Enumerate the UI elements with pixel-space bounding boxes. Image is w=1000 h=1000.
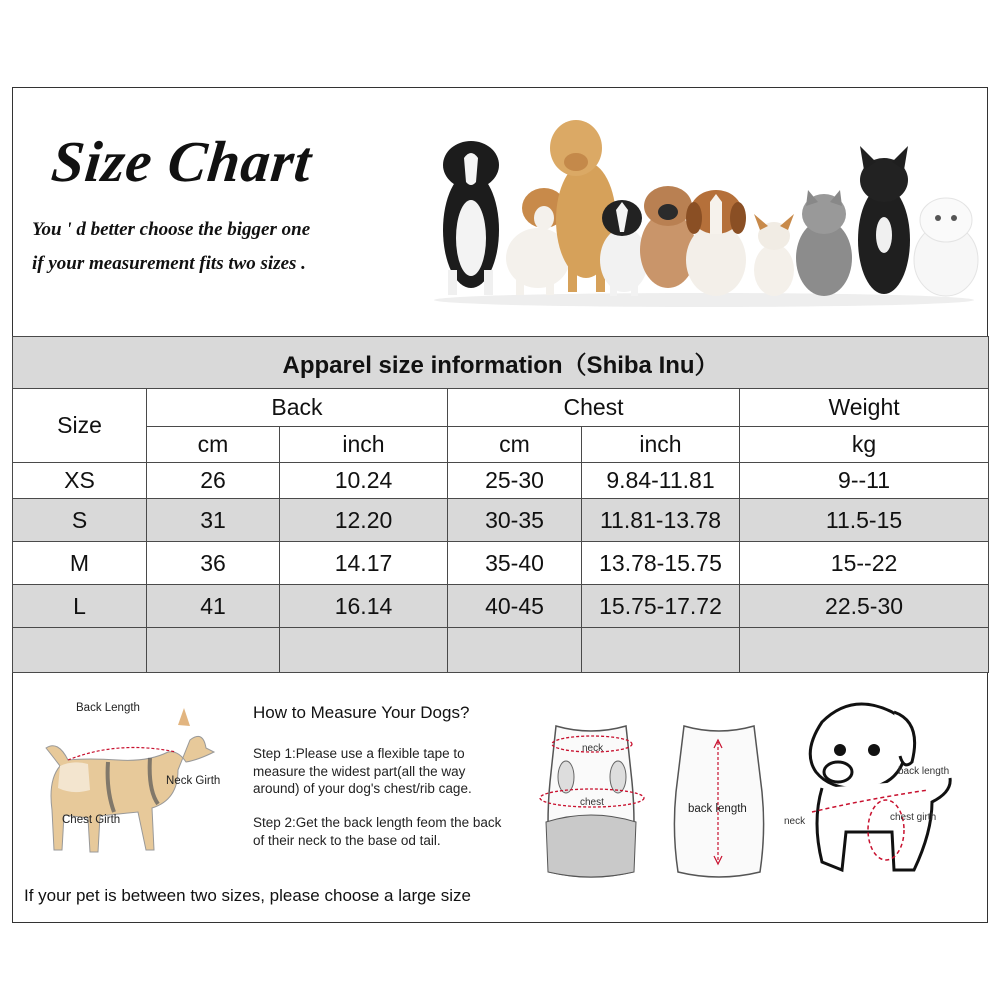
weight-cell: 9--11 <box>740 463 989 499</box>
table-row <box>13 585 989 628</box>
beagle-icon <box>686 190 746 296</box>
weight-kg-header: kg <box>740 427 989 463</box>
table-row <box>13 542 989 585</box>
size-cell: L <box>13 585 147 628</box>
size-cell: M <box>13 542 147 585</box>
table-row <box>13 463 989 499</box>
guide-step-2: Step 2:Get the back length feom the back of their neck to the base od tail. <box>253 815 502 848</box>
guide-title: How to Measure Your Dogs? <box>253 703 470 722</box>
chest-group-header: Chest <box>448 389 740 427</box>
puppy-outline-illustration <box>782 692 972 892</box>
chest-inch-cell: 15.75-17.72 <box>582 585 740 628</box>
border-collie-icon <box>443 141 499 295</box>
garment-back-icon <box>664 722 774 882</box>
size-tip-line-1: You ' d better choose the bigger one <box>32 219 311 240</box>
table-row <box>13 499 989 542</box>
table-caption: Apparel size information（Shiba Inu） <box>13 337 989 389</box>
back-cm-header: cm <box>147 427 280 463</box>
size-tip-line-2: if your measurement fits two sizes . <box>32 253 306 274</box>
back-cm-cell: 31 <box>147 499 280 542</box>
page-title: Size Chart <box>48 129 316 194</box>
pekingese-icon <box>640 186 696 288</box>
weight-group-header: Weight <box>740 389 989 427</box>
neck-girth-label: Neck Girth <box>166 775 221 787</box>
back-cm-cell: 26 <box>147 463 280 499</box>
weight-cell: 22.5-30 <box>740 585 989 628</box>
back-inch-cell: 14.17 <box>280 542 448 585</box>
back-inch-cell: 12.20 <box>280 499 448 542</box>
back-inch-header: inch <box>280 427 448 463</box>
back-inch-cell: 10.24 <box>280 463 448 499</box>
back-length-label: Back Length <box>76 702 140 714</box>
back-cm-cell: 41 <box>147 585 280 628</box>
back-inch-cell: 16.14 <box>280 585 448 628</box>
chest-cm-header: cm <box>448 427 582 463</box>
weight-cell: 15--22 <box>740 542 989 585</box>
chest-inch-header: inch <box>582 427 740 463</box>
chest-cm-cell: 40-45 <box>448 585 582 628</box>
weight-cell: 11.5-15 <box>740 499 989 542</box>
chihuahua-icon <box>754 214 794 296</box>
chest-girth-label: Chest Girth <box>62 814 121 826</box>
chest-inch-cell: 9.84-11.81 <box>582 463 740 499</box>
back-cm-cell: 36 <box>147 542 280 585</box>
chest-cm-cell: 30-35 <box>448 499 582 542</box>
size-cell: XS <box>13 463 147 499</box>
puppy-back-length-label: back length <box>898 766 950 777</box>
puppy-chest-girth-label: chest girth <box>890 812 937 823</box>
garment-back-length-label: back length <box>688 803 747 815</box>
pets-lineup-illustration <box>426 110 982 310</box>
empty-row <box>13 628 989 673</box>
garment-neck-label: neck <box>582 743 604 754</box>
french-bulldog-icon <box>858 146 910 294</box>
back-group-header: Back <box>147 389 448 427</box>
size-table <box>12 336 988 673</box>
chest-inch-cell: 13.78-15.75 <box>582 542 740 585</box>
size-cell: S <box>13 499 147 542</box>
puppy-neck-label: neck <box>784 816 806 827</box>
persian-cat-icon <box>914 198 978 296</box>
guide-step-1: Step 1:Please use a flexible tape to measure the widest part(all the way around) of your dog's chest/rib cage. <box>253 746 472 796</box>
chest-cm-cell: 35-40 <box>448 542 582 585</box>
footer-note: If your pet is between two sizes, please choose a large size <box>24 886 471 905</box>
chest-inch-cell: 11.81-13.78 <box>582 499 740 542</box>
garment-chest-label: chest <box>580 797 604 808</box>
chest-cm-cell: 25-30 <box>448 463 582 499</box>
size-column-header: Size <box>13 389 147 463</box>
grey-cat-icon <box>796 190 852 296</box>
